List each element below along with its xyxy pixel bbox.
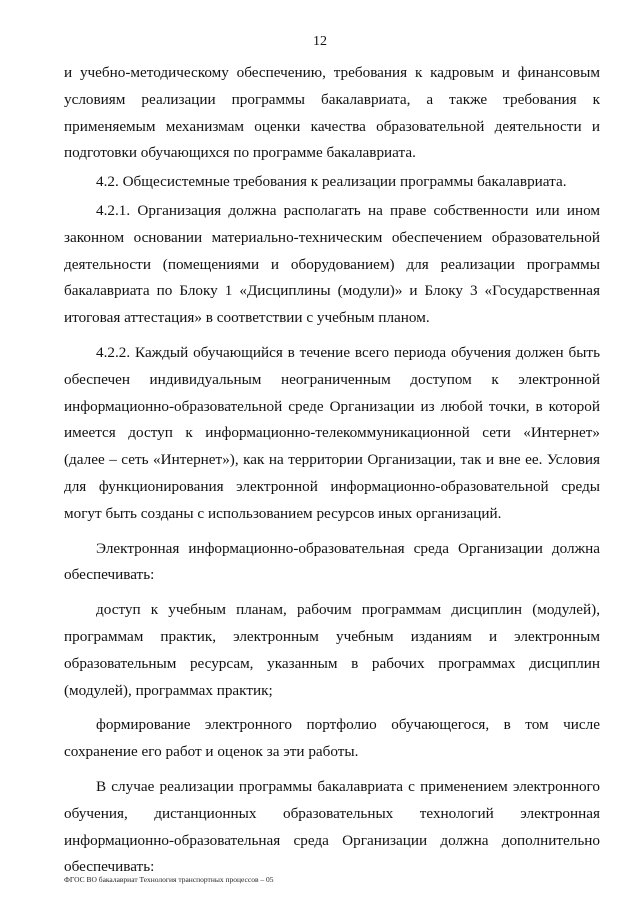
page-number: 12 <box>313 34 327 49</box>
paragraph-distance-learning: В случае реализации программы бакалавриата с применением электронного обучения, дистанционных образовательных технологий электронная информационно-образовательная среда Организации должна дополнительно обеспечивать: <box>64 777 600 876</box>
paragraph-4-2-2: 4.2.2. Каждый обучающийся в течение всего периода обучения должен быть обеспечен индивидуальным неограниченным доступом к электронной информационно-образовательной среде Организации из любой точки, в которой имеется доступ к информационно-телекоммуникационной сети «Интернет» (далее – сеть «Интернет»), как на территории Организации, так и вне ее. Условия для функционирования электронной информационно-образовательной среды могут быть созданы с использованием ресурсов иных организаций. <box>64 343 600 522</box>
paragraph-4-2-1: 4.2.1. Организация должна располагать на праве собственности или ином законном основании материально-техническим обеспечением образовательной деятельности (помещениями и оборудованием) для реализации программы бакалавриата по Блоку 1 «Дисциплины (модули)» и Блоку 3 «Государственная итоговая аттестация» в соответствии с учебным планом. <box>64 201 600 327</box>
paragraph-environment-intro: Электронная информационно-образовательная среда Организации должна обеспечивать: <box>64 539 600 584</box>
list-item-access: доступ к учебным планам, рабочим программам дисциплин (модулей), программам практик, электронным учебным изданиям и электронным образовательным ресурсам, указанным в рабочих программах дисциплин (модулей), программах практик; <box>64 601 600 699</box>
page-footer: ФГОС ВО бакалавриат Технология транспортных процессов – 05 <box>64 875 274 884</box>
section-heading-4-2: 4.2. Общесистемные требования к реализации программы бакалавриата. <box>96 173 567 191</box>
document-body <box>64 60 600 881</box>
paragraph-continuation: и учебно-методическому обеспечению, требования к кадровым и финансовым условиям реализации программы бакалавриата, а также требования к применяемым механизмам оценки качества образовательной деятельности и подготовки обучающихся по программе бакалавриата. <box>64 64 600 162</box>
list-item-portfolio: формирование электронного портфолио обучающегося, в том числе сохранение его работ и оценок за эти работы. <box>64 716 600 761</box>
